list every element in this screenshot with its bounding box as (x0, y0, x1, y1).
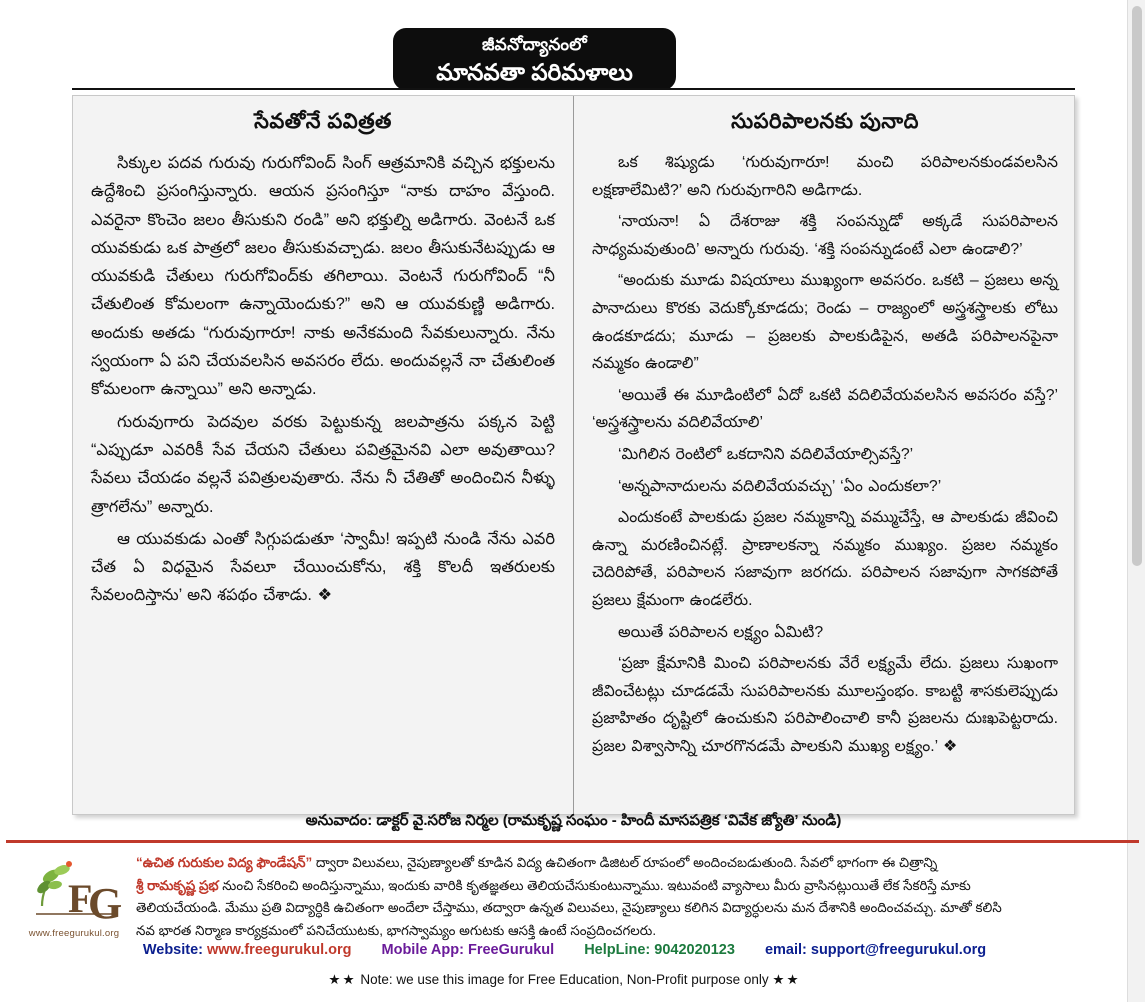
translation-credit: అనువాదం: డాక్టర్ వై.సరోజ నిర్మల (రామకృష్ణ సంఘం - హిందీ మాసపత్రిక ‘వివేక జ్యోతి’ నుండి) (305, 812, 842, 829)
footer-line-3: తెలియచేయండి. మేము ప్రతి విద్యార్ధికి ఉచితంగా అందేలా చేస్తాము, తద్వారా ఉన్నత విలువలు, నైపుణ్యాలు కలిగిన విద్యార్ధులను మన దేశానికి అందించవచ్చు. మాతో కలిసి (136, 900, 1002, 916)
paragraph: ‘ప్రజా క్షేమానికి మించి పరిపాలనకు వేరే లక్ష్యమే లేదు. ప్రజలు సుఖంగా జీవించేటట్లు చూడడమే సుపరిపాలనకు మూలస్తంభం. కాబట్టి శాసకులెప్పుడు ప్రజాహితం దృష్టిలో ఉంచుకుని పరిపాలించాలి కానీ ప్రజలను దుఃఖపెట్టరాదు. ప్రజల విశ్వాసాన్ని చూరగొనడమే పాలకుని ముఖ్య లక్ష్యం.’ ❖ (592, 655, 1058, 755)
left-article-title: సేవతోనే పవిత్రత (254, 110, 392, 133)
footer-line-1 (136, 852, 1131, 875)
paragraph: సిక్కుల పదవ గురువు గురుగోవింద్ సింగ్ ఆత్రమానికి వచ్చిన భక్తులను ఉద్దేశించి ప్రసంగిస్తున్నారు. ఆయన ప్రసంగిస్తూ “నాకు దాహం వేస్తుంది. ఎవరైనా కొంచెం జలం తీసుకుని రండి” అని భక్తుల్ని అడిగారు. వెంటనే ఒక యువకుడు ఒక పాత్రలో జలం తీసుకువచ్చాడు. జలం తీసుకునేటప్పుడు ఆ యువకుడి చేతులు గురుగోవింద్‌కు తగిలాయి. వెంటనే గురుగోవింద్ “నీ చేతులింత కోమలంగా ఉన్నాయెందుకు?” అని ఆ యువకుణ్ణి అడిగారు. అందుకు అతడు “గురువుగారూ! నాకు అనేకమంది సేవకులున్నారు. నేను స్వయంగా ఏ పని చేయవలసిన అవసరం లేదు. అందువల్లనే నా చేతులింత కోమలంగా ఉన్నాయి” అని అన్నాడు. (91, 154, 555, 399)
contact-bar (0, 942, 1129, 958)
contact-website[interactable] (143, 942, 352, 958)
footer-description (136, 852, 1131, 942)
logo-url: www.freegurukul.org (28, 928, 120, 939)
paragraph: ఆ యువకుడు ఎంతో సిగ్గుపడుతూ ‘స్వామీ! ఇప్పటి నుండి నేను ఎవరి చేత ఏ విధమైన సేవలూ చేయించుకోను, శక్తి కొలదీ ఇతరులకు సేవలందిస్తాను’ అని శపథం చేశాడు. ❖ (91, 529, 555, 605)
svg-text:G: G (88, 879, 123, 926)
contact-website-label: Website: (142, 942, 203, 958)
contact-mobile-app-value[interactable]: FreeGurukul (467, 942, 555, 958)
contact-mobile-app-label: Mobile App: (381, 942, 464, 958)
top-divider (72, 88, 1075, 90)
article-container (72, 95, 1075, 815)
paragraph: ఎందుకంటే పాలకుడు ప్రజల నమ్మకాన్ని వమ్ముచేస్తే, ఆ పాలకుడు జీవించి ఉన్నా మరణించినట్లే. ప్రాణాలకన్నా నమ్మకం ముఖ్యం. ప్రజల నమ్మకం చెదిరిపోతే, పరిపాలన సజావుగా జరగదు. పరిపాలన సజావుగా సాగకపోతే ప్రజలు క్షేమంగా ఉండలేరు. (592, 509, 1058, 609)
scrollbar-thumb[interactable] (1132, 6, 1142, 566)
logo-mark-icon (22, 852, 126, 926)
left-article-body (91, 149, 555, 610)
contact-email[interactable] (765, 942, 986, 958)
contact-email-value[interactable]: support@freegurukul.org (810, 942, 987, 958)
left-article-column (73, 96, 574, 814)
note-stars-left: ★★ (328, 972, 357, 987)
right-article-title: సుపరిపాలనకు పునాది (731, 110, 919, 133)
banner-line-1: జీవనోద్యానంలో (481, 35, 588, 54)
right-article-body (592, 149, 1058, 760)
paragraph: ఒక శిష్యుడు ‘గురువుగారూ! మంచి పరిపాలనకుండవలసిన లక్షణాలేమిటి?’ అని గురువుగారిని అడిగాడు. (592, 154, 1058, 199)
note-stars-right: ★★ (772, 972, 801, 987)
source-name: శ్రీ రామకృష్ణ ప్రభ (136, 877, 219, 893)
note-text: Note: we use this image for Free Education, Non-Profit purpose only (360, 972, 769, 987)
paragraph: “అందుకు మూడు విషయాలు ముఖ్యంగా అవసరం. ఒకటి – ప్రజలు అన్న పానాదులు కొరకు వెదుక్కోకూడదు; రెండు – రాజ్యంలో అస్త్రశస్త్రాలకు లోటు ఉండకూడదు; మూడు – ప్రజలకు పాలకుడిపైన, అతడి పరిపాలనపైనా నమ్మకం ఉండాలి” (592, 272, 1058, 373)
paragraph: అయితే పరిపాలన లక్ష్యం ఏమిటి? (618, 623, 824, 641)
contact-mobile-app[interactable] (382, 942, 555, 958)
contact-website-value[interactable]: www.freegurukul.org (207, 942, 352, 958)
contact-helpline[interactable] (584, 942, 735, 958)
paragraph: ‘మిగిలిన రెంటిలో ఒకదానిని వదిలివేయాల్సివస్తే?’ (618, 445, 914, 463)
paragraph: ‘అయితే ఈ మూడింటిలో ఏదో ఒకటి వదిలివేయవలసిన అవసరం వస్తే?’ ‘అస్త్రశస్త్రాలను వదిలివేయాలి’ (592, 386, 1058, 432)
usage-note (0, 972, 1129, 988)
foundation-name: “ఉచిత గురుకుల విద్య ఫౌండేషన్” (136, 855, 313, 870)
paragraph: ‘అన్నపానాదులను వదిలివేయవచ్చు’ ‘ఏం ఎందుకలా?’ (618, 477, 942, 495)
banner-line-2: మానవతా పరిమళాలు (436, 59, 633, 85)
freegurukul-logo (18, 852, 130, 948)
footer-line-2 (136, 875, 1131, 898)
paragraph: ‘నాయనా! ఏ దేశరాజు శక్తి సంపన్నుడో అక్కడే సుపరిపాలన సాధ్యమవుతుంది’ అన్నారు గురువు. ‘శక్తి సంపన్నుడంటే ఎలా ఉండాలి?’ (592, 213, 1058, 258)
contact-helpline-label: HelpLine: (584, 942, 651, 958)
paragraph: గురువుగారు పెదవుల వరకు పెట్టుకున్న జలపాత్రను పక్కన పెట్టి “ఎప్పుడూ ఎవరికీ సేవ చేయని చేతులు పవిత్రమైనవి ఎలా అవుతాయి? సేవలు చేయడం వల్లనే పవిత్రులవుతారు. నేను నీ చేతితో అందించిన నీళ్ళు త్రాగలేను” అన్నారు. (91, 412, 555, 516)
svg-text:F: F (68, 876, 93, 921)
contact-email-label: email: (764, 942, 807, 958)
footer-line-4: నవ భారత నిర్మాణ కార్యక్రమంలో పనిచేయుటకు, భాగస్వామ్యం అగుటకు ఆసక్తి ఉంటే సంప్రదించగలరు. (136, 922, 657, 938)
footer-line-2-rest: నుంచి సేకరించి అందిస్తున్నాము, ఇందుకు వారికి కృతజ్ఞతలు తెలియచేసుకుంటున్నాము. ఇటువంటి వ్యాసాలు మీరు వ్రాసినట్లుయితే లేక సేకరిస్తే మాకు (218, 877, 971, 893)
title-banner (393, 28, 676, 90)
footer-line-1-rest: ద్వారా విలువలు, నైపుణ్యాలతో కూడిన విద్య ఉచితంగా డిజిటల్ రూపంలో అందించబడుతుంది. సేవలో భాగంగా ఈ చిత్రాన్ని (312, 855, 938, 870)
contact-helpline-value[interactable]: 9042020123 (654, 942, 735, 958)
bottom-divider (6, 840, 1139, 843)
right-article-column (574, 96, 1076, 814)
